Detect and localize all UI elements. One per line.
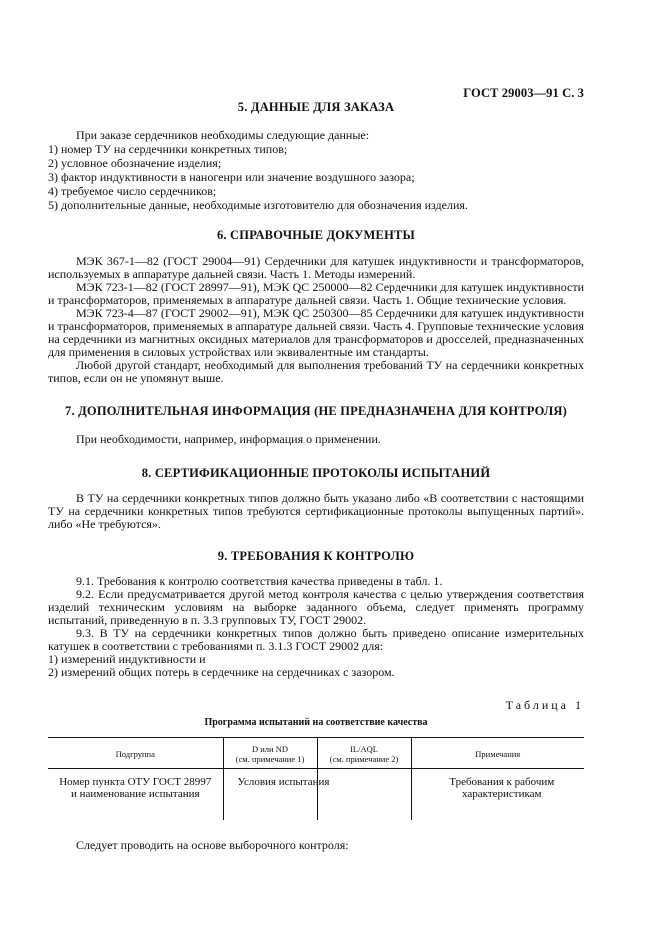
table-row: [48, 769, 584, 821]
footer-text: Следует проводить на основе выборочного контроля:: [76, 838, 349, 852]
reference-paragraph: МЭК 367-1—82 (ГОСТ 29004—91) Сердечники для катушек индуктивности и трансформаторов, используемых в аппаратуре дальней связи. Часть 1. Методы измерений.: [48, 254, 584, 281]
reference-paragraph: МЭК 723-4—87 (ГОСТ 29002—91), МЭК QC 250300—85 Сердечники для катушек индуктивности и трансформаторов, применяемых в аппаратуре дальней связи. Часть 4. Групповые технические условия на сердечники из магнитных оксидных материалов для трансформаторов и дросселей, предназначенных для применения в силовых устройствах или эквивалентные им стандарты.: [48, 306, 584, 359]
section-7-text: При необходимости, например, информация о применении.: [76, 432, 381, 446]
section-5-title: 5. ДАННЫЕ ДЛЯ ЗАКАЗА: [237, 100, 395, 114]
section-5-item: 4) требуемое число сердечников;: [48, 184, 217, 198]
section-5-item: 3) фактор индуктивности в наногенри или значение воздушного зазора;: [48, 170, 415, 184]
cell-il-aql: [317, 769, 411, 821]
reference-paragraph: Любой другой стандарт, необходимый для выполнения требований ТУ на сердечники конкретных типов, если он не упомянут выше.: [48, 358, 584, 385]
section-7-title: 7. ДОПОЛНИТЕЛЬНАЯ ИНФОРМАЦИЯ (НЕ ПРЕДНАЗНАЧЕНА ДЛЯ КОНТРОЛЯ): [65, 404, 567, 418]
page-header: ГОСТ 29003—91 С. 3: [463, 86, 584, 100]
header-notes: [411, 738, 584, 769]
header-il-aql-note: (см. примечание 2): [329, 754, 399, 764]
header-d-nd-note: (см. примечание 1): [235, 754, 305, 764]
section-9-paragraph: 9.3. В ТУ на сердечники конкретных типов должно быть приведено описание измерительных катушек в соответствии с требованиями п. 3.1.3 ГОСТ 29002 для:: [48, 626, 584, 653]
section-9-title: 9. ТРЕБОВАНИЯ К КОНТРОЛЮ: [217, 549, 415, 563]
section-9-paragraph: 9.2. Если предусматривается другой метод контроля качества с целью утверждения соответствия изделий техническим условиям на выборке заданного объема, следует применять программу испытаний, приведенную в п. 3.3 групповых ТУ, ГОСТ 29002.: [48, 587, 584, 627]
header-subgroup: [48, 738, 223, 769]
section-9-paragraph: 9.1. Требования к контролю соответствия качества приведены в табл. 1.: [76, 574, 443, 588]
cell-notes: Требования к рабочим характеристикам: [411, 769, 584, 821]
section-5-item: 5) дополнительные данные, необходимые изготовителю для обозначения изделия.: [48, 198, 468, 212]
header-subgroup-label: Подгруппа: [115, 749, 155, 759]
cell-d-nd: Условия испытания: [223, 769, 317, 821]
quality-test-table: [48, 737, 584, 820]
section-5-intro: При заказе сердечников необходимы следующие данные:: [76, 128, 370, 142]
table-header-row: [48, 738, 584, 769]
section-9-item: 1) измерений индуктивности и: [48, 652, 206, 666]
header-notes-label: Примечания: [475, 749, 521, 759]
section-5-item: 2) условное обозначение изделия;: [48, 156, 222, 170]
table-number: Таблица 1: [505, 698, 584, 712]
header-d-nd-label: D или ND: [251, 744, 288, 754]
section-5-item: 1) номер ТУ на сердечники конкретных типов;: [48, 142, 288, 156]
section-8-title: 8. СЕРТИФИКАЦИОННЫЕ ПРОТОКОЛЫ ИСПЫТАНИЙ: [141, 466, 491, 480]
reference-paragraph: МЭК 723-1—82 (ГОСТ 28997—91), МЭК QC 250000—82 Сердечники для катушек индуктивности и трансформаторов, применяемых в аппаратуре дальней связи. Часть 1. Общие технические условия.: [48, 280, 584, 307]
section-6-title: 6. СПРАВОЧНЫЕ ДОКУМЕНТЫ: [216, 228, 416, 242]
header-il-aql: [317, 738, 411, 769]
cell-subgroup: Номер пункта ОТУ ГОСТ 28997 и наименование испытания: [59, 776, 212, 800]
header-d-nd: [223, 738, 317, 769]
header-il-aql-label: IL/AQL: [350, 744, 378, 754]
page-content: [48, 100, 584, 852]
table-title: Программа испытаний на соответствие качества: [204, 717, 428, 728]
section-8-text: В ТУ на сердечники конкретных типов должно быть указано либо «В соответствии с настоящими ТУ на сердечники конкретных типов требуются сертификационные протоколы выпущенных партий». либо «Не требуются».: [48, 491, 584, 531]
section-9-item: 2) измерений общих потерь в сердечнике на сердечниках с зазором.: [48, 665, 395, 679]
